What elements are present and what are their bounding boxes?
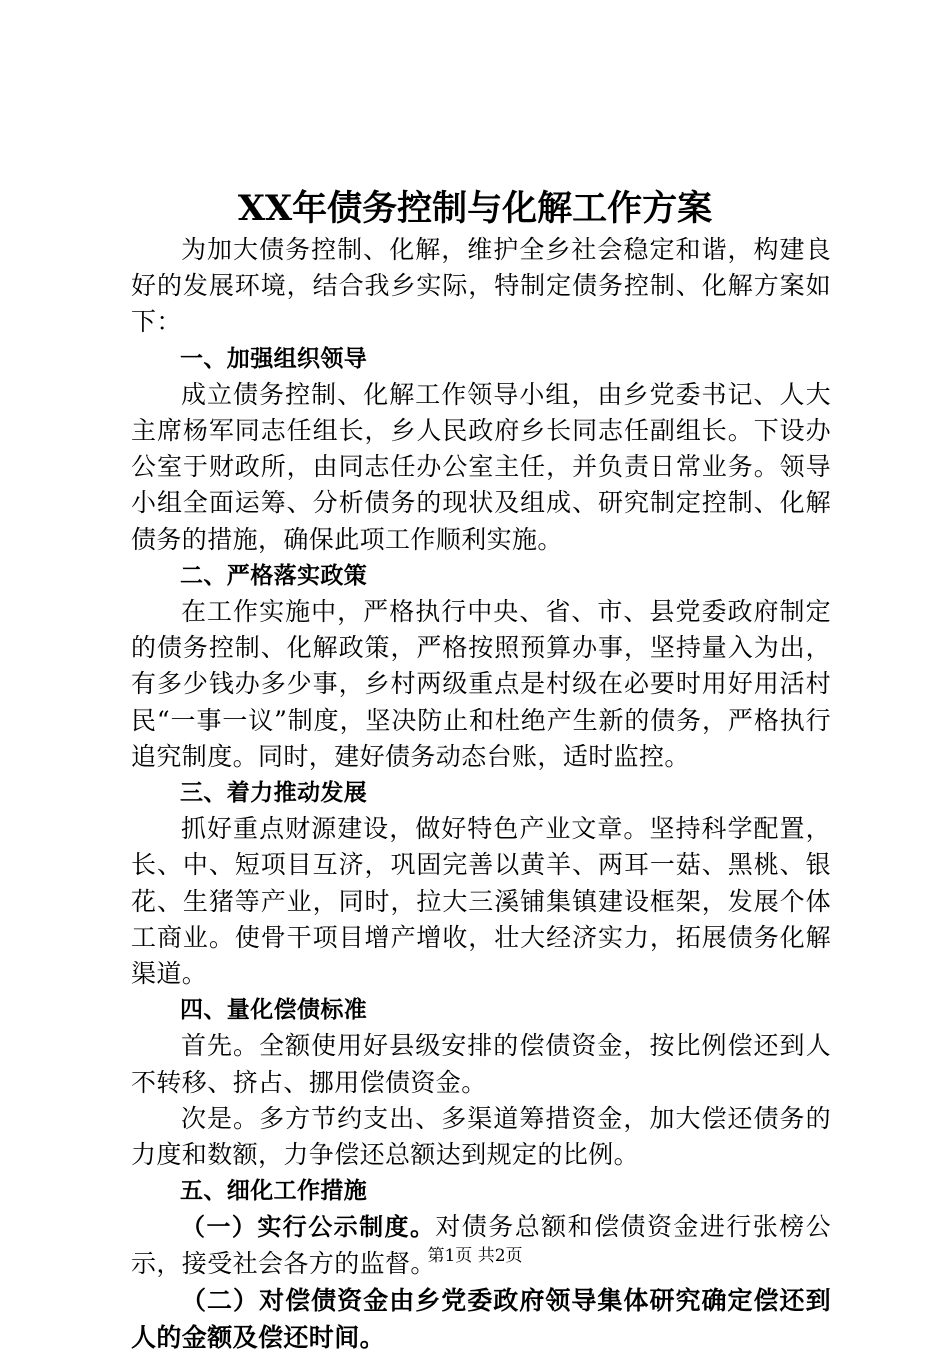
intro-paragraph: 为加大债务控制、化解，维护全乡社会稳定和谐，构建良好的发展环境，结合我乡实际，特制定债务控制、化解方案如下： [131, 235, 831, 337]
document-body [131, 232, 831, 1356]
section-paragraph: 抓好重点财源建设，做好特色产业文章。坚持科学配置，长、中、短项目互济，巩固完善以黄羊、两耳一菇、黑桃、银花、生猪等产业，同时，拉大三溪铺集镇建设框架，发展个体工商业。使骨干项目增产增收，壮大经济实力，拓展债务化解渠道。 [131, 814, 831, 989]
section-paragraph: 成立债务控制、化解工作领导小组，由乡党委书记、人大主席杨军同志任组长，乡人民政府乡长同志任副组长。下设办公室于财政所，由同志任办公室主任，并负责日常业务。领导小组全面运筹、分析债务的现状及组成、研究制定控制、化解债务的措施，确保此项工作顺利实施。 [131, 379, 831, 554]
page-footer: 第1页 共2页 [427, 1246, 523, 1266]
section-heading-standards: 四、量化偿债标准 [180, 997, 368, 1024]
section-heading-organization: 一、加强组织领导 [180, 345, 368, 372]
section-paragraph: 在工作实施中，严格执行中央、省、市、县党委政府制定的债务控制、化解政策，严格按照预算办事，坚持量入为出，有多少钱办多少事，乡村两级重点是村级在必要时用好用活村民“一事一议”制度，坚决防止和杜绝产生新的债务，严格执行追究制度。同时，建好债务动态台账，适时监控。 [131, 597, 831, 771]
section-paragraph: 次是。多方节约支出、多渠道筹措资金，加大偿还债务的力度和数额，力争偿还总额达到规定的比例。 [131, 1103, 831, 1170]
measure-text: 对债务总额和偿债资金进行张榜公示，接受社会各方的监督。 [131, 1212, 831, 1278]
section-heading-policy: 二、严格落实政策 [180, 562, 368, 589]
section-paragraph: 首先。全额使用好县级安排的偿债资金，按比例偿还到人不转移、挤占、挪用偿债资金。 [131, 1031, 831, 1097]
section-heading-development: 三、着力推动发展 [180, 780, 368, 807]
measure-lead: （一）实行公示制度。 [181, 1213, 436, 1242]
document-title: XX年债务控制与化解工作方案 [237, 188, 713, 229]
section-heading-measures: 五、细化工作措施 [180, 1178, 368, 1205]
measure-bold-paragraph: （二）对偿债资金由乡党委政府领导集体研究确定偿还到人的金额及偿还时间。 [131, 1285, 831, 1352]
